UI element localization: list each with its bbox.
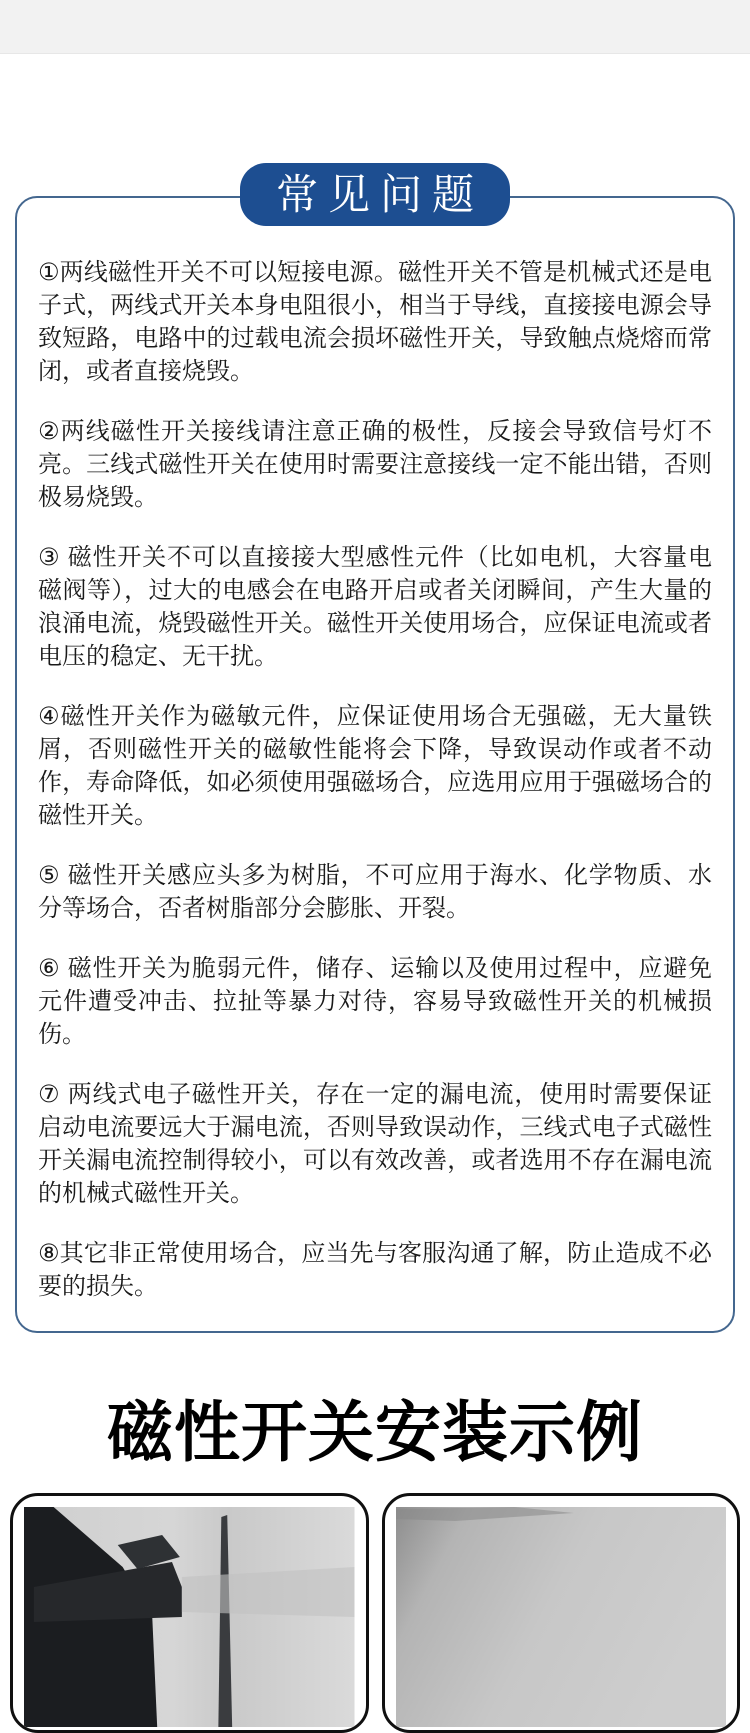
top-gray-band [0,0,750,54]
faq-section [0,54,750,1333]
faq-item: ②两线磁性开关接线请注意正确的极性，反接会导致信号灯不亮。三线式磁性开关在使用时需要注意接线一定不能出错，否则极易烧毁。 [38,418,712,511]
installation-photo-card-left [10,1493,369,1733]
installation-photo-left [24,1507,355,1727]
faq-item: ③ 磁性开关不可以直接接大型感性元件（比如电机，大容量电磁阀等），过大的电感会在电路开启或者关闭瞬间，产生大量的浪涌电流，烧毁磁性开关。磁性开关使用场合，应保证电流或者电压的稳定、无干扰。 [38,544,712,670]
faq-badge [240,163,510,226]
faq-item: ⑥ 磁性开关为脆弱元件，储存、运输以及使用过程中，应避免元件遭受冲击、拉扯等暴力对待，容易导致磁性开关的机械损伤。 [38,955,712,1048]
faq-item: ⑦ 两线式电子磁性开关，存在一定的漏电流，使用时需要保证启动电流要远大于漏电流，否则导致误动作，三线式电子式磁性开关漏电流控制得较小，可以有效改善，或者选用不存在漏电流的机械式磁性开关。 [38,1081,712,1207]
faq-item: ⑤ 磁性开关感应头多为树脂，不可应用于海水、化学物质、水分等场合，否者树脂部分会膨胀、开裂。 [38,862,712,922]
faq-item: ④磁性开关作为磁敏元件，应保证使用场合无强磁，无大量铁屑，否则磁性开关的磁敏性能将会下降，导致误动作或者不动作，寿命降低，如必须使用强磁场合，应选用应用于强磁场合的磁性开关。 [38,703,712,829]
installation-photo-row [0,1493,750,1733]
faq-item: ①两线磁性开关不可以短接电源。磁性开关不管是机械式还是电子式，两线式开关本身电阻很小，相当于导线，直接接电源会导致短路，电路中的过载电流会损坏磁性开关，导致触点烧熔而常闭，或者直接烧毁。 [38,259,712,385]
faq-box [15,196,735,1333]
installation-section-title: 磁性开关安装示例 [107,1395,643,1469]
faq-item: ⑧其它非正常使用场合，应当先与客服沟通了解，防止造成不必要的损失。 [38,1240,712,1300]
faq-badge-label: 常见问题 [275,170,484,218]
installation-photo-card-right [382,1493,741,1733]
installation-photo-right [396,1507,727,1727]
